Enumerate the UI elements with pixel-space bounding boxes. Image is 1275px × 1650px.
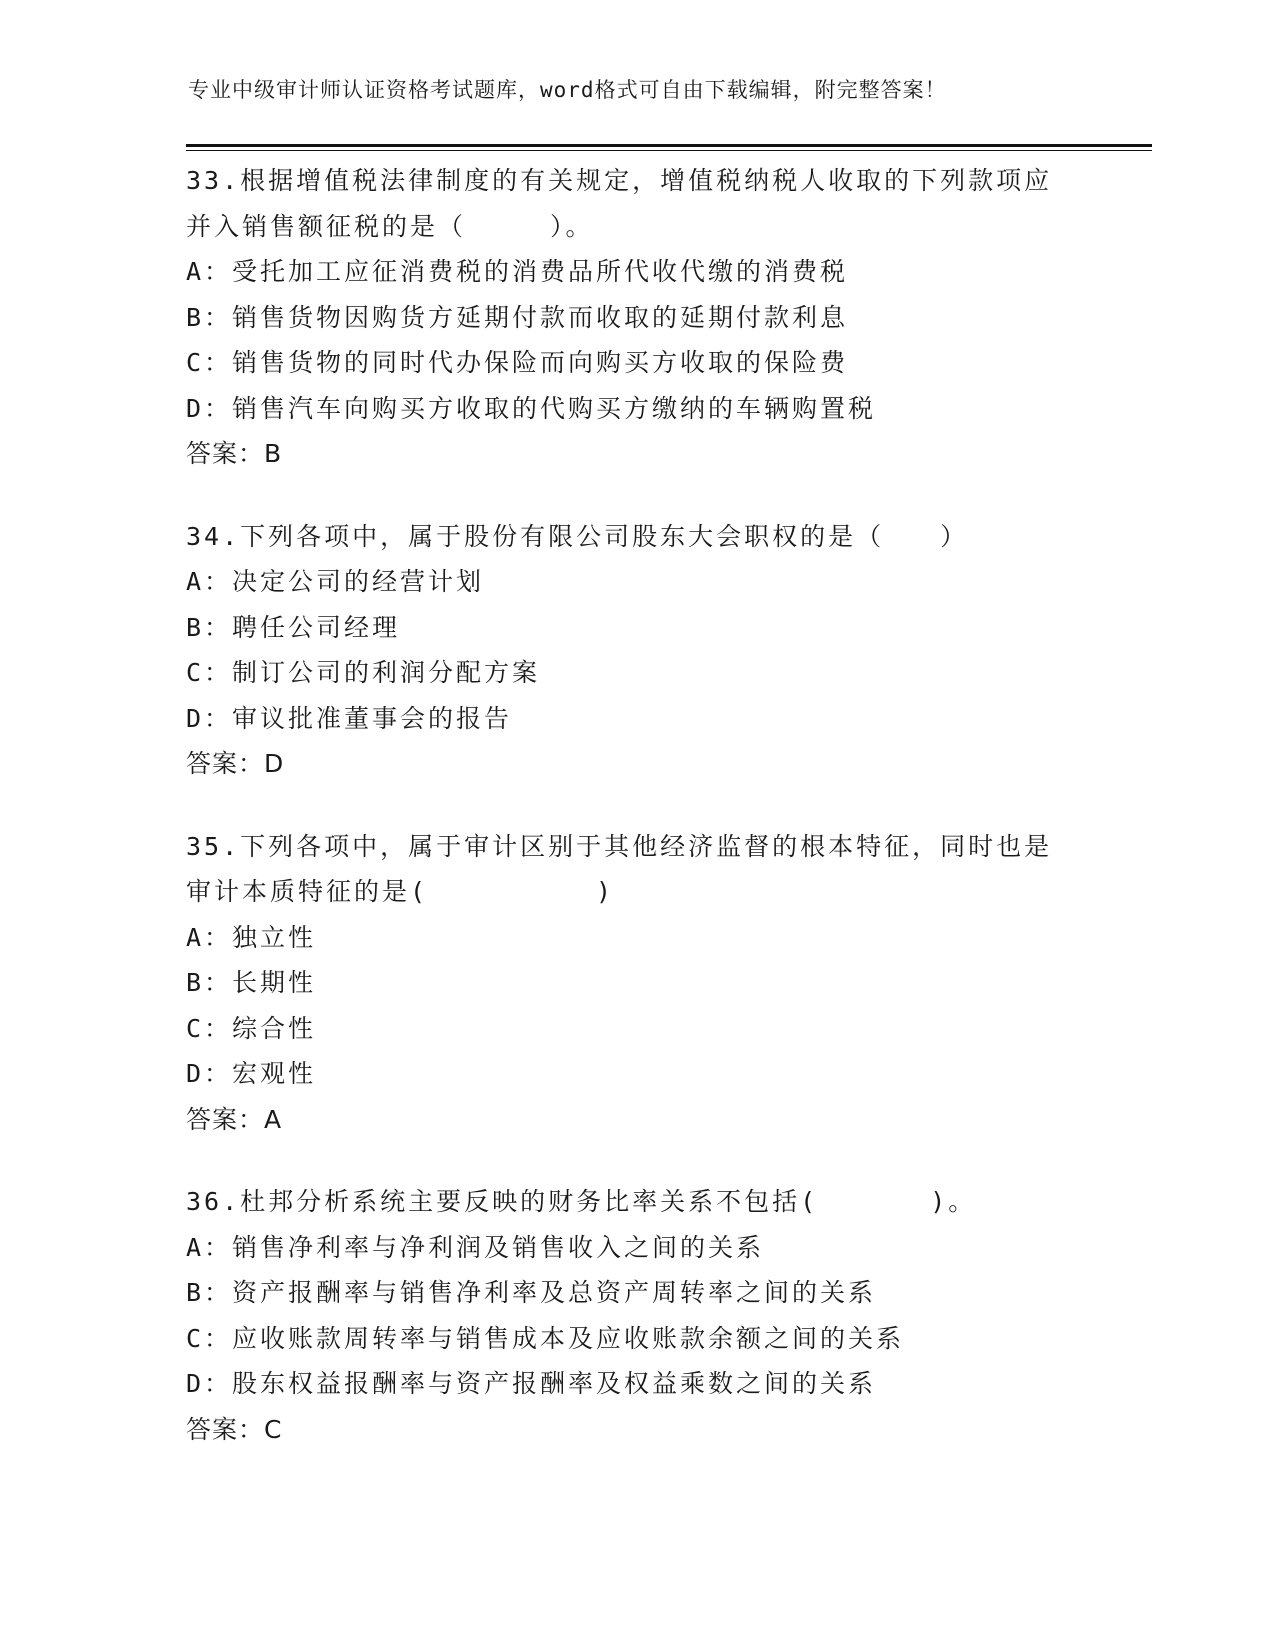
question-list [186, 158, 1146, 1489]
answer: 答案：B [186, 439, 283, 468]
option-c: C：综合性 [186, 1013, 317, 1043]
page-header: 专业中级审计师认证资格考试题库，word格式可自由下载编辑，附完整答案！ [188, 78, 947, 102]
question-35 [186, 824, 1146, 1143]
option-b: B：资产报酬率与销售净利率及总资产周转率之间的关系 [186, 1278, 877, 1307]
option-a: A：独立性 [186, 922, 317, 952]
option-a: A：决定公司的经营计划 [186, 567, 485, 596]
option-a: A：销售净利率与净利润及销售收入之间的关系 [186, 1232, 765, 1262]
option-d: D：宏观性 [186, 1059, 317, 1088]
header-rule-thick [186, 144, 1152, 147]
option-b: B：销售货物因购货方延期付款而收取的延期付款利息 [186, 302, 849, 332]
question-34 [186, 514, 1146, 787]
option-a: A：受托加工应征消费税的消费品所代收代缴的消费税 [186, 257, 849, 286]
answer: 答案：A [186, 1104, 283, 1134]
question-stem: 34.下列各项中，属于股份有限公司股东大会职权的是（ ） [186, 521, 969, 551]
option-c: C：销售货物的同时代办保险而向购买方收取的保险费 [186, 348, 849, 377]
question-stem: 35.下列各项中，属于审计区别于其他经济监督的根本特征，同时也是 [186, 831, 1053, 861]
question-33 [186, 158, 1146, 477]
option-b: B：长期性 [186, 968, 317, 997]
question-stem: 33.根据增值税法律制度的有关规定，增值税纳税人收取的下列款项应 [186, 166, 1053, 195]
option-c: C：应收账款周转率与销售成本及应收账款余额之间的关系 [186, 1323, 905, 1353]
question-stem: 并入销售额征税的是（ ）。 [186, 211, 594, 241]
header-rule-thin [186, 150, 1152, 151]
question-stem: 审计本质特征的是( ) [186, 877, 615, 906]
answer: 答案：D [186, 749, 285, 778]
option-d: D：审议批准董事会的报告 [186, 703, 513, 733]
option-b: B：聘任公司经理 [186, 612, 401, 642]
question-stem: 36.杜邦分析系统主要反映的财务比率关系不包括( )。 [186, 1187, 977, 1216]
option-c: C：制订公司的利润分配方案 [186, 658, 541, 687]
question-36 [186, 1179, 1146, 1452]
answer: 答案：C [186, 1414, 283, 1444]
option-d: D：股东权益报酬率与资产报酬率及权益乘数之间的关系 [186, 1369, 877, 1398]
option-d: D：销售汽车向购买方收取的代购买方缴纳的车辆购置税 [186, 393, 877, 423]
